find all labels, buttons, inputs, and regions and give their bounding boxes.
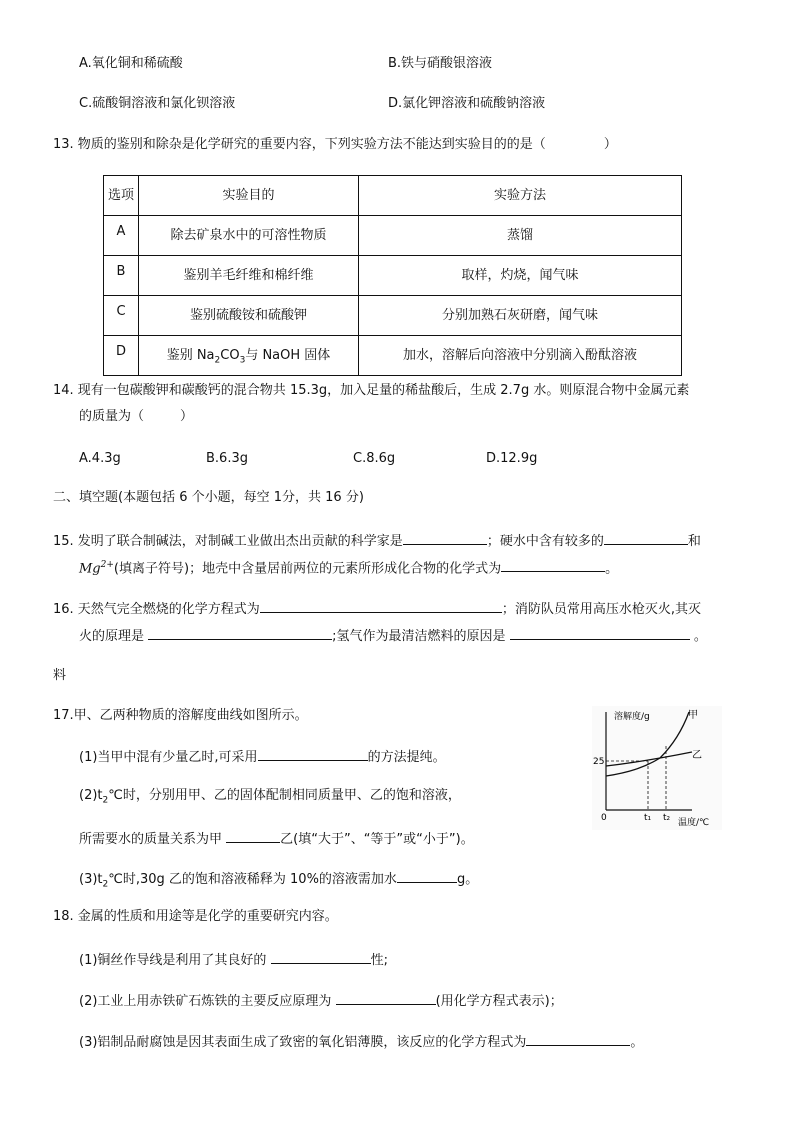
- row-option: D: [104, 336, 139, 376]
- q18-stem: 18. 金属的性质和用途等是化学的重要研究内容。: [53, 909, 338, 924]
- formula-sub: 3: [239, 355, 246, 366]
- answer-blank[interactable]: [226, 828, 280, 843]
- q14-option-a: A.4.3g: [79, 451, 121, 466]
- table-row: [104, 256, 682, 296]
- answer-blank[interactable]: [336, 990, 436, 1005]
- q15-text: 15. 发明了联合制碱法，对制碱工业做出杰出贡献的科学家是: [53, 534, 403, 549]
- q17-part1: [79, 746, 446, 767]
- q18-text: (1)铜丝作导线是利用了其良好的: [79, 953, 267, 968]
- q12-option-b: B.铁与硝酸银溶液: [388, 56, 493, 71]
- row-method: 加水，溶解后向溶液中分别滴入酚酞溶液: [359, 336, 682, 376]
- row-option: A: [104, 216, 139, 256]
- q13-stem: [53, 136, 617, 154]
- header-method: 实验方法: [359, 176, 682, 216]
- q12-option-a: A.氧化铜和稀硫酸: [79, 56, 183, 71]
- q15-text: 。: [605, 561, 619, 577]
- q14-option-d: D.12.9g: [486, 451, 538, 466]
- q17-text: 所需要水的质量关系为甲: [79, 832, 223, 847]
- q18-text: 。: [630, 1035, 644, 1050]
- q15-line2: [79, 556, 618, 578]
- answer-blank[interactable]: [260, 598, 502, 613]
- q17-text: 乙(填“大于”、“等于”或“小于”)。: [280, 832, 474, 847]
- answer-blank[interactable]: [258, 746, 368, 761]
- q16-text: 16. 天然气完全燃烧的化学方程式为: [53, 602, 260, 617]
- row-method: 取样，灼烧，闻气味: [359, 256, 682, 296]
- q13-table: [103, 175, 682, 376]
- answer-blank[interactable]: [526, 1031, 630, 1046]
- q16-text: 。: [693, 629, 707, 644]
- q17-part2-cont: [79, 828, 474, 849]
- q17-text: (2)t: [79, 788, 103, 803]
- subscript: 2: [102, 879, 109, 890]
- q16-text: 火的原理是: [79, 629, 145, 644]
- q17-part3: [79, 868, 478, 894]
- q18-text: 性;: [370, 953, 388, 968]
- row-method: 蒸馏: [359, 216, 682, 256]
- table-row: [104, 336, 682, 376]
- table-row: [104, 296, 682, 336]
- row-purpose: [139, 336, 359, 376]
- answer-blank[interactable]: [403, 530, 487, 545]
- q14-line2: [79, 408, 193, 426]
- solubility-graph: [592, 706, 722, 830]
- q17-stem: 17.甲、乙两种物质的溶解度曲线如图所示。: [53, 708, 308, 723]
- q17-text: g。: [456, 872, 479, 887]
- q13-stem-end: ）: [603, 137, 617, 152]
- row-option: B: [104, 256, 139, 296]
- q15-text: ；硬水中含有较多的: [486, 534, 604, 549]
- answer-blank[interactable]: [397, 868, 457, 883]
- formula-sub: 2: [214, 355, 221, 366]
- q14-line2-end: ）: [180, 409, 194, 424]
- q18-text: (用化学方程式表示)；: [435, 994, 563, 1009]
- q15-text: 和: [687, 534, 701, 549]
- header-option: 选项: [104, 176, 139, 216]
- row-purpose: 鉴别羊毛纤维和棉纤维: [139, 256, 359, 296]
- answer-blank[interactable]: [271, 949, 371, 964]
- q17-text: 的方法提纯。: [367, 750, 446, 765]
- graph-series-jia: 甲: [688, 710, 698, 721]
- q18-part2: [79, 990, 563, 1011]
- q12-option-d: D.氯化钾溶液和硫酸钠溶液: [388, 96, 546, 111]
- q13-stem-text: 13. 物质的鉴别和除杂是化学研究的重要内容，下列实验方法不能达到实验目的的是（: [53, 137, 546, 152]
- header-purpose: 实验目的: [139, 176, 359, 216]
- graph-ytick-25: 25: [593, 757, 605, 767]
- table-header-row: [104, 176, 682, 216]
- q14-line1: 14. 现有一包碳酸钾和碳酸钙的混合物共 15.3g，加入足量的稀盐酸后，生成 2.7g 水。则原混合物中金属元素: [53, 383, 690, 398]
- q17-text: ℃时，分别用甲、乙的固体配制相同质量甲、乙的饱和溶液，: [108, 788, 461, 803]
- row-purpose: 鉴别硫酸铵和硫酸钾: [139, 296, 359, 336]
- q16-line1: [53, 598, 701, 619]
- table-row: [104, 216, 682, 256]
- q12-option-c: C.硫酸铜溶液和氯化钡溶液: [79, 96, 236, 111]
- q15-text: (填离子符号)；地壳中含量居前两位的元素所形成化合物的化学式为: [113, 561, 502, 577]
- graph-t2: t₂: [663, 813, 671, 823]
- graph-t1: t₁: [644, 813, 652, 823]
- q14-option-c: C.8.6g: [353, 451, 396, 466]
- subscript: 2: [102, 795, 109, 806]
- q16-text: ;氢气作为最清洁燃料的原因是: [332, 629, 506, 644]
- row-method: 分别加熟石灰研磨，闻气味: [359, 296, 682, 336]
- q18-text: (3)铝制品耐腐蚀是因其表面生成了致密的氧化铝薄膜，该反应的化学方程式为: [79, 1035, 527, 1050]
- q16-text: ；消防队员常用高压水枪灭火,其灭: [501, 602, 701, 617]
- q17-part2: [79, 787, 461, 810]
- q17-text: ℃时,30g 乙的饱和溶液稀释为 10%的溶液需加水: [108, 872, 397, 887]
- graph-origin: 0: [601, 813, 607, 823]
- graph-ylabel: 溶解度/g: [614, 712, 650, 722]
- graph-series-yi: 乙: [692, 750, 702, 761]
- q15-line1: [53, 530, 701, 551]
- formula-part: 鉴别 Na: [166, 348, 215, 363]
- q18-part3: [79, 1031, 643, 1052]
- q14-option-b: B.6.3g: [206, 451, 248, 466]
- answer-blank[interactable]: [501, 557, 605, 572]
- mg-symbol: Mg: [79, 561, 101, 577]
- q18-text: (2)工业上用赤铁矿石炼铁的主要反应原理为: [79, 994, 332, 1009]
- answer-blank[interactable]: [510, 625, 690, 640]
- answer-blank[interactable]: [604, 530, 688, 545]
- ion-charge: 2+: [100, 560, 114, 570]
- q17-text: (3)t: [79, 872, 103, 887]
- q17-text: (1)当甲中混有少量乙时,可采用: [79, 750, 258, 765]
- section-heading: 二、填空题(本题包括 6 个小题，每空 1分，共 16 分): [53, 490, 364, 505]
- stray-character: 料: [53, 668, 67, 683]
- q14-line2-text: 的质量为（: [79, 409, 145, 424]
- q18-part1: [79, 949, 388, 970]
- formula-part: 与 NaOH 固体: [245, 348, 331, 363]
- row-purpose: 除去矿泉水中的可溶性物质: [139, 216, 359, 256]
- graph-background: [592, 706, 722, 830]
- row-option: C: [104, 296, 139, 336]
- q16-line2: [79, 625, 707, 646]
- answer-blank[interactable]: [148, 625, 332, 640]
- graph-xlabel: 温度/℃: [678, 818, 710, 828]
- formula-part: CO: [220, 348, 240, 363]
